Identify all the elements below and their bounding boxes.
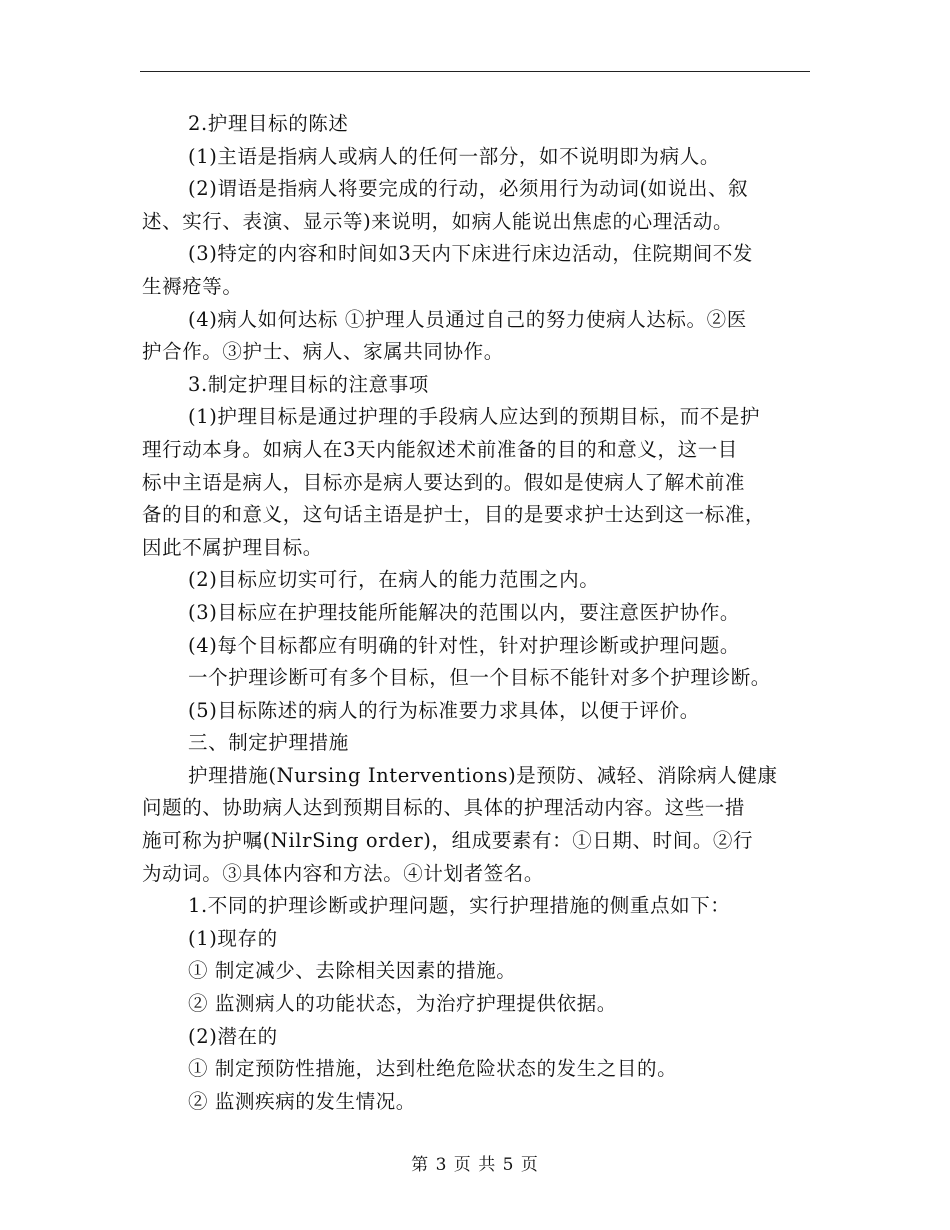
text-line: 问题的、协助病人达到预期目标的、具体的护理活动内容。这些一措 (142, 796, 746, 820)
text-line: (1)护理目标是通过护理的手段病人应达到的预期目标，而不是护 (188, 405, 761, 429)
text-line: 因此不属护理目标。 (142, 535, 323, 559)
text-line: (3)特定的内容和时间如3天内下床进行床边活动，住院期间不发 (188, 242, 754, 266)
page-number-footer: 第 3 页 共 5 页 (411, 1155, 539, 1175)
text-line: 标中主语是病人，目标亦是病人要达到的。假如是使病人了解术前准 (142, 470, 746, 494)
text-line: ② 监测疾病的发生情况。 (188, 1089, 416, 1113)
text-line: 1.不同的护理诊断或护理问题，实行护理措施的侧重点如下： (188, 894, 731, 918)
text-line: (3)目标应在护理技能所能解决的范围以内，要注意医护协作。 (188, 600, 741, 624)
text-line: 3.制定护理目标的注意事项 (188, 372, 429, 396)
text-line: 一个护理诊断可有多个目标，但一个目标不能针对多个护理诊断。 (188, 666, 771, 690)
text-line: 备的目的和意义，这句话主语是护士，目的是要求护士达到这一标准， (142, 503, 766, 527)
text-line: 生褥疮等。 (142, 274, 243, 298)
text-line: (2)谓语是指病人将要完成的行动，必须用行为动词(如说出、叙 (188, 177, 749, 201)
text-line: 为动词。③具体内容和方法。④计划者签名。 (142, 861, 545, 885)
text-line: 述、实行、表演、显示等)来说明，如病人能说出焦虑的心理活动。 (142, 209, 734, 233)
text-line: (2)潜在的 (188, 1024, 278, 1048)
text-line: ① 制定减少、去除相关因素的措施。 (188, 959, 517, 983)
text-line: 理行动本身。如病人在3天内能叙述术前准备的目的和意义，这一目 (142, 437, 738, 461)
text-line: (4)每个目标都应有明确的针对性，针对护理诊断或护理问题。 (188, 633, 741, 657)
text-line: 三、制定护理措施 (188, 731, 349, 755)
text-line: (2)目标应切实可行，在病人的能力范围之内。 (188, 568, 600, 592)
text-line: ② 监测病人的功能状态，为治疗护理提供依据。 (188, 992, 617, 1016)
text-line: (1)主语是指病人或病人的任何一部分，如不说明即为病人。 (188, 144, 720, 168)
text-line: 护理措施(Nursing Interventions)是预防、减轻、消除病人健康 (188, 763, 778, 787)
text-line: (4)病人如何达标 ①护理人员通过自己的努力使病人达标。②医 (188, 307, 747, 331)
text-line: (5)目标陈述的病人的行为标准要力求具体，以便于评价。 (188, 698, 700, 722)
text-line: ① 制定预防性措施，达到杜绝危险状态的发生之目的。 (188, 1057, 678, 1081)
header-rule (140, 71, 810, 72)
text-line: (1)现存的 (188, 926, 278, 950)
text-line: 2.护理目标的陈述 (188, 112, 349, 135)
text-line: 施可称为护嘱(NilrSing order)，组成要素有：①日期、时间。②行 (142, 829, 754, 853)
document-body (142, 108, 814, 1118)
text-line: 护合作。③护士、病人、家属共同协作。 (142, 340, 504, 364)
